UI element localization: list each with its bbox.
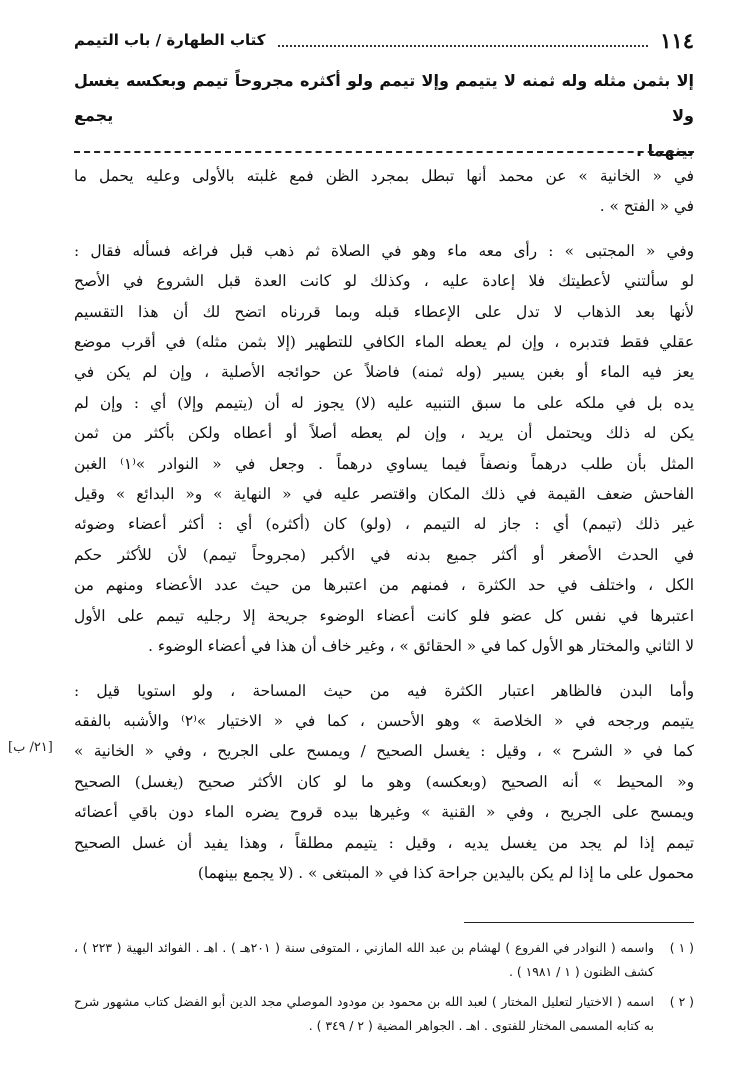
matn-line: إلا بثمن مثله وله ثمنه لا يتيمم وإلا تيمم ولو أكثره مجروحاً تيمم وبعكسه يغسل ولا يجمع	[74, 71, 694, 125]
header-dotted-leader	[278, 44, 649, 47]
commentary-text	[74, 161, 694, 888]
commentary-line: كما في « الشرح » ، وقيل : يغسل الصحيح / ويمسح على الجريح ، وفي « الخانية »	[74, 742, 694, 761]
footnote-text: اسمه ( الاختيار لتعليل المختار ) لعبد الله بن محمود بن مودود الموصلي مجد الدين أبو الفضل كتاب مشهور شرح به كتابه المسمى المختار للفتوى . اهـ . الجواهر المضية ( ٢ / ٣٤٩ ) .	[74, 994, 654, 1033]
commentary-line: يده بل في ملكه على ما سبق التنبيه عليه (لا) يجوز له أن (يتيمم وإلا) أي : وإن لم	[74, 393, 694, 412]
commentary-line: الفاحش ضعف القيمة في ذلك المكان واقتصر عليه في « النهاية » و« البدائع » وقيل	[74, 485, 694, 504]
commentary-line: عقلي فقط فتدبره ، وإن لم يعطه الماء الكافي للتطهير (إلا بثمن مثله) في أقرب موضع	[74, 333, 694, 352]
commentary-line: المثل بأن طلب درهماً ونصفاً فيما يساوي درهماً . وجعل في « النوادر »⁽١⁾ الغبن	[74, 454, 694, 473]
commentary-line: لأنها بعد الذهاب لا تدل على الإعطاء قبله وبما قررناه اتضح لك أن هذا التقسيم	[74, 302, 694, 321]
commentary-line: الكل ، واختلف في حد الكثرة ، فمنهم من اعتبرها من حيث عدد الأعضاء ومنهم من	[74, 576, 694, 595]
commentary-line: وفي « المجتبى » : رأى معه ماء وهو في الصلاة ثم ذهب قبل فراغه فسأله فقال :	[74, 241, 694, 260]
commentary-line: في الحدث الأصغر أو أكثر جميع بدنه في الأكبر (مجروحاً تيمم) لأن للأكثر حكم	[74, 545, 694, 564]
footnote	[74, 936, 694, 984]
footnote-rule	[464, 922, 694, 923]
footnote-text: واسمه ( النوادر في الفروع ) لهشام بن عبد الله المازني ، المتوفى سنة ( ٢٠١هـ ) . اهـ . الفوائد البهية ( ٢٢٣ ) ، كشف الظنون ( ١ / ١٩٨١ ) .	[74, 940, 654, 979]
manuscript-folio-note: [٢١/ ب]	[8, 740, 53, 755]
commentary-line: لا الثاني والمختار هو الأول كما في « الحقائق » ، وغير خاف أن هذا في أعضاء الوضوء .	[148, 637, 694, 656]
commentary-line: محمول على ما إذا لم يكن باليدين جراحة كذا في « المبتغى » . (لا يجمع بينهما)	[197, 863, 694, 882]
commentary-line: يتيمم ورجحه في « الخلاصة » وهو الأحسن ، كما في « الاختيار »⁽٢⁾ والأشبه بالفقه	[74, 711, 694, 730]
commentary-line: تيمم إذا لم يجد من يغسل يديه ، وقيل : يتيمم مطلقاً ، وهذا يفيد أن غسل الصحيح	[74, 833, 694, 852]
commentary-line: ويمسح على الجريح ، وفي « القنية » وغيرها بيده قروح يضره الماء دون باقي أعضائه	[74, 803, 694, 822]
commentary-line: يكن له ذلك ويحتمل أن يريد ، وإن لم يعطه أصلاً أو أعطاه ولكن بأكثر من ثمن	[74, 424, 694, 443]
page-header	[74, 26, 694, 54]
commentary-line: في « الفتح » .	[599, 197, 694, 216]
commentary-line: لو سألتني لأعطيتك فلا إعادة عليه ، وكذلك لو كانت العدة قبل الشروع في الأصح	[74, 272, 694, 291]
page-number: ١١٤	[660, 27, 694, 53]
commentary-line: غير ذلك (تيمم) أي : جاز له التيمم ، (ولو) كان (أكثره) أي : أكثر أعضاء وضوئه	[74, 515, 694, 534]
footnote	[74, 990, 694, 1038]
section-separator	[74, 151, 694, 153]
footnote-number: ( ١ )	[669, 940, 694, 955]
running-head: كتاب الطهارة / باب التيمم	[74, 31, 266, 49]
commentary-line: يعز فيه الماء أو بغبن يسير (وله ثمنه) فاضلاً عن حوائجه الأصلية ، وإن لم يكن في	[74, 363, 694, 382]
footnotes	[74, 936, 694, 1044]
commentary-line: اعتبرها في نفس كل عضو فلو كانت أعضاء الوضوء جريحة إلا رجليه تيمم على الأول	[74, 606, 694, 625]
commentary-line: في « الخانية » عن محمد أنها تبطل بمجرد الظن فمع غلبته بالأولى وعليه يحمل ما	[74, 167, 694, 185]
commentary-line: وأما البدن فالظاهر اعتبار الكثرة فيه من حيث المساحة ، ولو استويا قيل :	[74, 681, 694, 700]
matn-line: بينهما .	[635, 141, 694, 160]
commentary-line: و« المحيط » أنه الصحيح (وبعكسه) وهو ما لو كان الأكثر صحيح (يغسل) الصحيح	[74, 772, 694, 791]
footnote-number: ( ٢ )	[669, 994, 694, 1009]
